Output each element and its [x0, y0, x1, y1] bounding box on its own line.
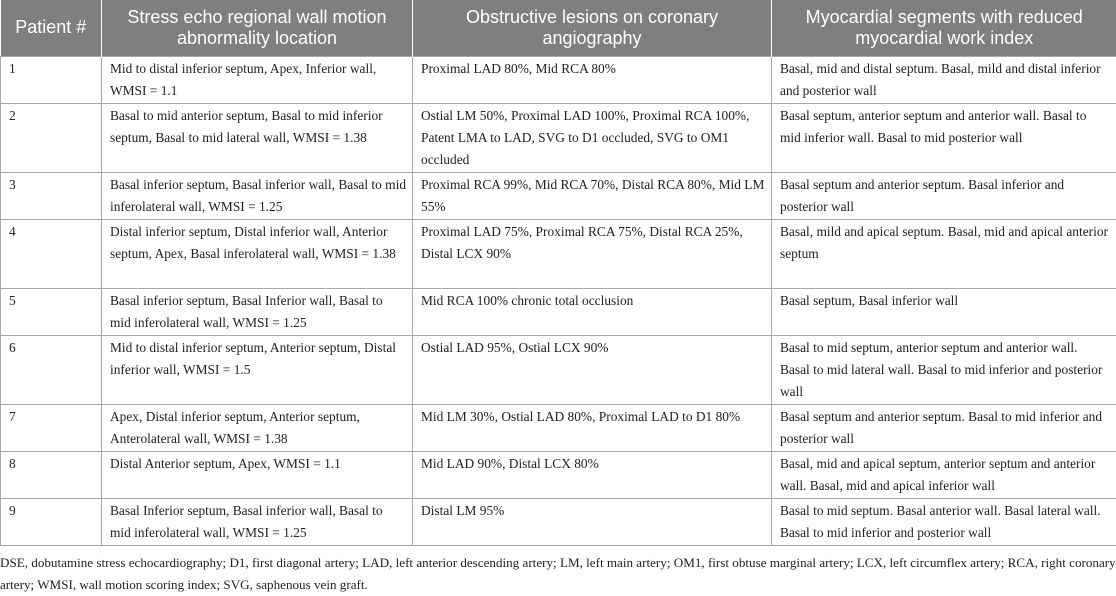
table-row	[1, 451, 1116, 498]
segments-cell: Basal septum and anterior septum. Basal to mid inferior and posterior wall	[772, 404, 1116, 451]
table-row	[1, 498, 1116, 545]
header-obstructive-lesions: Obstructive lesions on coronary angiography	[413, 0, 772, 56]
lesions-cell: Ostial LAD 95%, Ostial LCX 90%	[413, 335, 772, 404]
table-row	[1, 404, 1116, 451]
table-row	[1, 56, 1116, 103]
segments-cell: Basal septum and anterior septum. Basal inferior and posterior wall	[772, 172, 1116, 219]
wall-motion-cell: Mid to distal inferior septum, Apex, Inferior wall, WMSI = 1.1	[102, 56, 413, 103]
header-patient-number: Patient #	[1, 0, 102, 56]
lesions-cell: Mid LAD 90%, Distal LCX 80%	[413, 451, 772, 498]
table-row	[1, 172, 1116, 219]
table-row	[1, 288, 1116, 335]
patient-number-cell: 3	[1, 172, 102, 219]
header-row	[1, 0, 1116, 56]
lesions-cell: Mid LM 30%, Ostial LAD 80%, Proximal LAD to D1 80%	[413, 404, 772, 451]
wall-motion-cell: Basal Inferior septum, Basal inferior wall, Basal to mid inferolateral wall, WMSI = 1.25	[102, 498, 413, 545]
lesions-cell: Proximal LAD 75%, Proximal RCA 75%, Distal RCA 25%, Distal LCX 90%	[413, 219, 772, 288]
segments-cell: Basal to mid septum, anterior septum and anterior wall. Basal to mid lateral wall. Basal to mid inferior and posterior wall	[772, 335, 1116, 404]
patient-number-cell: 1	[1, 56, 102, 103]
lesions-cell: Proximal LAD 80%, Mid RCA 80%	[413, 56, 772, 103]
segments-cell: Basal, mid and apical septum, anterior septum and anterior wall. Basal, mid and apical inferior wall	[772, 451, 1116, 498]
segments-cell: Basal, mid and distal septum. Basal, mild and distal inferior and posterior wall	[772, 56, 1116, 103]
lesions-cell: Proximal RCA 99%, Mid RCA 70%, Distal RCA 80%, Mid LM 55%	[413, 172, 772, 219]
patient-number-cell: 6	[1, 335, 102, 404]
lesions-cell: Distal LM 95%	[413, 498, 772, 545]
table-body	[1, 56, 1116, 545]
table-row	[1, 335, 1116, 404]
patient-number-cell: 9	[1, 498, 102, 545]
wall-motion-cell: Basal inferior septum, Basal Inferior wall, Basal to mid inferolateral wall, WMSI = 1.25	[102, 288, 413, 335]
wall-motion-cell: Distal Anterior septum, Apex, WMSI = 1.1	[102, 451, 413, 498]
segments-cell: Basal, mild and apical septum. Basal, mid and apical anterior septum	[772, 219, 1116, 288]
table-header	[1, 0, 1116, 56]
wall-motion-cell: Basal inferior septum, Basal inferior wall, Basal to mid inferolateral wall, WMSI = 1.25	[102, 172, 413, 219]
lesions-cell: Ostial LM 50%, Proximal LAD 100%, Proximal RCA 100%, Patent LMA to LAD, SVG to D1 occluded, SVG to OM1 occluded	[413, 103, 772, 172]
table-footnote: DSE, dobutamine stress echocardiography; D1, first diagonal artery; LAD, left anterior descending artery; LM, left main artery; OM1, first obtuse marginal artery; LCX, left circumflex artery; RCA, right coronary artery; WMSI, wall motion scoring index; SVG, saphenous vein graft.	[0, 546, 1116, 596]
patient-number-cell: 4	[1, 219, 102, 288]
lesions-cell: Mid RCA 100% chronic total occlusion	[413, 288, 772, 335]
wall-motion-cell: Basal to mid anterior septum, Basal to mid inferior septum, Basal to mid lateral wall, WMSI = 1.38	[102, 103, 413, 172]
header-wall-motion-location: Stress echo regional wall motion abnormality location	[102, 0, 413, 56]
table-row	[1, 219, 1116, 288]
wall-motion-cell: Mid to distal inferior septum, Anterior septum, Distal inferior wall, WMSI = 1.5	[102, 335, 413, 404]
table-row	[1, 103, 1116, 172]
patient-number-cell: 7	[1, 404, 102, 451]
segments-cell: Basal to mid septum. Basal anterior wall. Basal lateral wall. Basal to mid inferior and posterior wall	[772, 498, 1116, 545]
wall-motion-cell: Distal inferior septum, Distal inferior wall, Anterior septum, Apex, Basal inferolateral wall, WMSI = 1.38	[102, 219, 413, 288]
patient-number-cell: 2	[1, 103, 102, 172]
segments-cell: Basal septum, Basal inferior wall	[772, 288, 1116, 335]
segments-cell: Basal septum, anterior septum and anterior wall. Basal to mid inferior wall. Basal to mid posterior wall	[772, 103, 1116, 172]
patient-number-cell: 8	[1, 451, 102, 498]
header-reduced-mwi-segments: Myocardial segments with reduced myocardial work index	[772, 0, 1116, 56]
patient-number-cell: 5	[1, 288, 102, 335]
wall-motion-cell: Apex, Distal inferior septum, Anterior septum, Anterolateral wall, WMSI = 1.38	[102, 404, 413, 451]
